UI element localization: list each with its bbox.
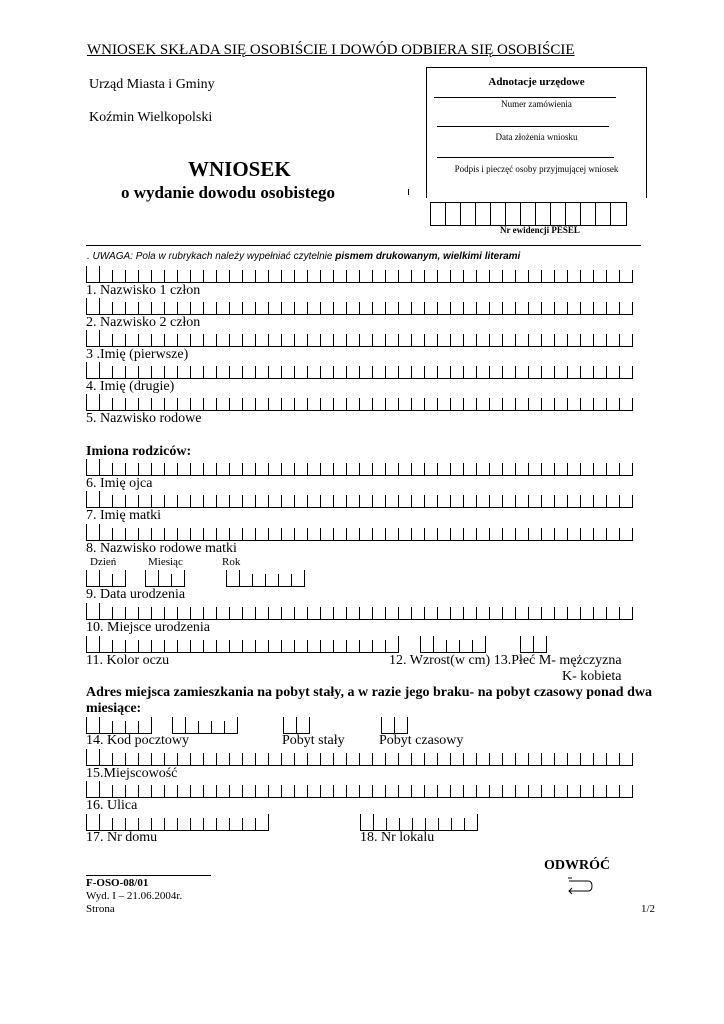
footer-divider	[86, 875, 211, 876]
page-label: Strona	[86, 903, 115, 915]
city-input[interactable]	[86, 749, 633, 766]
mother-name-input[interactable]	[86, 491, 633, 508]
postal-code-label: 14. Kod pocztowy	[86, 733, 190, 748]
postal-code-part1-input[interactable]	[86, 717, 152, 734]
street-label: 16. Ulica	[86, 798, 138, 813]
notice-text: . UWAGA: Pola w rubrykach należy wypełniać czytelnie	[87, 251, 336, 262]
signature-label: Podpis i pieczęć osoby przyjmującej wniosek	[454, 164, 619, 174]
mother-name-label: 7. Imię matki	[86, 508, 162, 523]
sex-female-label: K- kobieta	[562, 669, 622, 684]
height-input[interactable]	[420, 636, 486, 653]
mother-family-name-input[interactable]	[86, 524, 633, 541]
birth-day-input[interactable]	[86, 570, 126, 587]
surname2-input[interactable]	[86, 298, 633, 315]
divider	[86, 245, 641, 246]
temporary-stay-checkbox[interactable]	[381, 717, 408, 734]
address-heading: Adres miejsca zamieszkania na pobyt stały, a w razie jego braku- na pobyt czasowy ponad dwa miesiące:	[86, 685, 652, 716]
surname1-input[interactable]	[86, 266, 633, 283]
separator-mark	[408, 189, 409, 195]
first-name-label: 3 .Imię (pierwsze)	[86, 347, 189, 362]
divider	[434, 97, 616, 98]
postal-code-part2-input[interactable]	[172, 717, 238, 734]
second-name-input[interactable]	[86, 362, 633, 379]
instructions-notice	[87, 251, 520, 262]
official-box-title: Adnotacje urzędowe	[488, 76, 585, 88]
city-label: 15.Miejscowość	[86, 766, 178, 781]
permanent-stay-label: Pobyt stały	[282, 733, 345, 748]
eye-color-label: 11. Kolor oczu	[86, 653, 170, 668]
divider	[437, 157, 614, 158]
year-label: Rok	[222, 556, 241, 568]
permanent-stay-checkbox[interactable]	[283, 717, 310, 734]
first-name-input[interactable]	[86, 330, 633, 347]
day-label: Dzień	[90, 556, 117, 568]
second-name-label: 4. Imię (drugie)	[86, 379, 175, 394]
birth-date-label: 9. Data urodzenia	[86, 587, 186, 602]
divider	[437, 126, 609, 127]
notice-header: WNIOSEK SKŁADA SIĘ OSOBIŚCIE I DOWÓD ODBIERA SIĘ OSOBIŚCIE	[87, 42, 575, 58]
page-number: 1/2	[641, 903, 656, 915]
page-subtitle: o wydanie dowodu osobistego	[121, 183, 335, 202]
pesel-label: Nr ewidencji PESEL	[500, 225, 580, 235]
family-name-label: 5. Nazwisko rodowe	[86, 411, 202, 426]
sex-input[interactable]	[520, 636, 547, 653]
notice-emphasis: pismem drukowanym, wielkimi literami	[335, 251, 521, 262]
father-name-label: 6. Imię ojca	[86, 476, 153, 491]
house-number-input[interactable]	[86, 814, 269, 831]
house-number-label: 17. Nr domu	[86, 830, 158, 845]
pesel-input[interactable]	[430, 202, 627, 226]
flat-number-input[interactable]	[360, 814, 478, 831]
family-name-input[interactable]	[86, 394, 633, 411]
flat-number-label: 18. Nr lokalu	[360, 830, 435, 845]
birth-year-input[interactable]	[226, 570, 305, 587]
curved-arrow-icon	[566, 876, 594, 903]
birth-place-label: 10. Miejsce urodzenia	[86, 620, 211, 635]
form-edition: Wyd. I – 21.06.2004r.	[86, 890, 183, 902]
temporary-stay-label: Pobyt czasowy	[379, 733, 464, 748]
submission-date-label: Data złożenia wniosku	[495, 132, 578, 142]
order-number-label: Numer zamówienia	[501, 99, 572, 109]
street-input[interactable]	[86, 781, 633, 798]
birth-place-input[interactable]	[86, 603, 633, 620]
page-title: WNIOSEK	[188, 157, 291, 181]
eye-color-input[interactable]	[86, 636, 399, 653]
form-code: F-OSO-08/01	[86, 877, 149, 889]
office-city: Koźmin Wielkopolski	[89, 110, 213, 125]
height-sex-label: 12. Wzrost(w cm) 13.Płeć M- mężczyzna	[389, 653, 622, 668]
birth-month-input[interactable]	[145, 570, 185, 587]
turn-over-label: ODWRÓĆ	[544, 858, 611, 873]
surname2-label: 2. Nazwisko 2 człon	[86, 315, 201, 330]
parents-heading: Imiona rodziców:	[86, 444, 192, 459]
father-name-input[interactable]	[86, 459, 633, 476]
mother-family-name-label: 8. Nazwisko rodowe matki	[86, 541, 237, 556]
office-name: Urząd Miasta i Gminy	[89, 77, 215, 92]
month-label: Miesiąc	[148, 556, 183, 568]
surname1-label: 1. Nazwisko 1 człon	[86, 283, 201, 298]
